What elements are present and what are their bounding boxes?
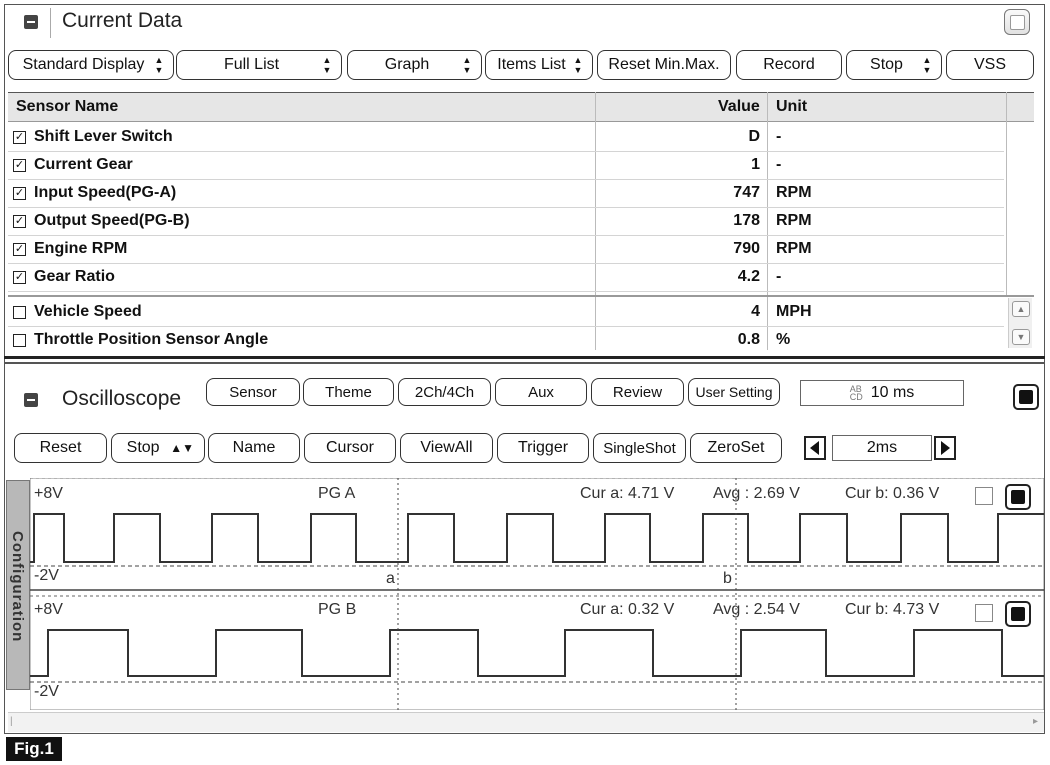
record-button-label: Record bbox=[763, 56, 815, 73]
sensor-unit: % bbox=[776, 331, 791, 348]
sensor-value: 4.2 bbox=[737, 268, 760, 285]
pg-b-name: PG B bbox=[318, 601, 357, 618]
review-button[interactable]: Review bbox=[591, 378, 684, 406]
oscilloscope-display[interactable] bbox=[30, 478, 1044, 710]
scope-stop-select[interactable] bbox=[111, 433, 205, 463]
pg-a-name: PG A bbox=[318, 485, 356, 502]
name-button[interactable]: Name bbox=[208, 433, 300, 463]
reset-min-max-button-label: Reset Min.Max. bbox=[608, 56, 720, 73]
checked-checkbox[interactable]: ✓ bbox=[14, 271, 25, 283]
panel-divider bbox=[4, 356, 1045, 359]
scroll-up-icon[interactable]: ▲ bbox=[1012, 301, 1030, 317]
time-div-value: 10 ms bbox=[870, 384, 915, 401]
spin-arrow-icon: ▲▼ bbox=[573, 55, 583, 75]
stop-select-label: Stop bbox=[870, 56, 903, 73]
vss-button-label: VSS bbox=[973, 56, 1006, 73]
title-separator bbox=[50, 8, 51, 38]
sensor-unit: RPM bbox=[776, 240, 812, 257]
collapse-oscilloscope-icon[interactable] bbox=[24, 393, 38, 407]
channels-button[interactable]: 2Ch/4Ch bbox=[398, 378, 491, 406]
step-value: 2ms bbox=[866, 439, 898, 456]
sensor-value: 4 bbox=[751, 303, 760, 320]
pg-b-checkbox[interactable] bbox=[975, 604, 993, 622]
pg-b-average-value: Avg : 2.54 V bbox=[713, 601, 800, 618]
horizontal-scrollbar[interactable] bbox=[8, 712, 1044, 732]
sensor-value: 0.8 bbox=[737, 331, 760, 348]
cursor-button[interactable]: Cursor bbox=[304, 433, 396, 463]
time-div-display[interactable] bbox=[800, 380, 964, 406]
figure-label: Fig.1 bbox=[6, 737, 62, 761]
unchecked-checkbox[interactable] bbox=[13, 334, 26, 347]
table-row[interactable] bbox=[8, 180, 1004, 208]
table-row[interactable] bbox=[8, 124, 1004, 152]
stop-select[interactable] bbox=[846, 50, 942, 80]
oscilloscope-title: Oscilloscope bbox=[62, 387, 182, 410]
sensor-value: 178 bbox=[733, 212, 760, 229]
pg-a-checkbox[interactable] bbox=[975, 487, 993, 505]
table-split-divider bbox=[8, 295, 1034, 297]
table-scrollbar[interactable] bbox=[1008, 298, 1032, 348]
pg-b-min-label: -2V bbox=[34, 683, 59, 700]
singleshot-button[interactable]: SingleShot bbox=[593, 433, 686, 463]
sensor-value: D bbox=[748, 128, 760, 145]
sensor-name: Shift Lever Switch bbox=[34, 128, 173, 145]
reset-button[interactable]: Reset bbox=[14, 433, 107, 463]
column-sensor-name: Sensor Name bbox=[16, 98, 119, 115]
pg-a-average-value: Avg : 2.69 V bbox=[713, 485, 800, 502]
sensor-name: Output Speed(PG-B) bbox=[34, 212, 190, 229]
step-right-icon[interactable] bbox=[934, 436, 956, 460]
theme-button[interactable]: Theme bbox=[303, 378, 394, 406]
sensor-unit: - bbox=[776, 268, 782, 285]
scope-record-button[interactable] bbox=[1013, 384, 1039, 410]
column-value: Value bbox=[718, 98, 760, 115]
checked-checkbox[interactable]: ✓ bbox=[14, 187, 25, 199]
vss-button[interactable] bbox=[946, 50, 1034, 80]
pg-a-min-label: -2V bbox=[34, 567, 59, 584]
full-list-select[interactable] bbox=[176, 50, 342, 80]
graph-select[interactable] bbox=[347, 50, 482, 80]
pg-a-channel-button[interactable] bbox=[1005, 484, 1031, 510]
pg-b-cursor-b-value: Cur b: 4.73 V bbox=[845, 601, 940, 618]
pg-b-channel-button[interactable] bbox=[1005, 601, 1031, 627]
configuration-tab-label: Configuration bbox=[9, 531, 26, 643]
sensor-name: Current Gear bbox=[34, 156, 133, 173]
unchecked-checkbox[interactable] bbox=[13, 306, 26, 319]
cursor-a-label: a bbox=[386, 570, 395, 587]
scroll-right-icon[interactable]: ▸ bbox=[1032, 716, 1038, 727]
items-list-select-label: Items List bbox=[497, 56, 566, 73]
standard-display-select-label: Standard Display bbox=[22, 56, 145, 73]
collapse-current-data-icon[interactable] bbox=[24, 15, 38, 29]
table-row[interactable] bbox=[8, 327, 1004, 349]
spin-arrow-icon: ▲▼ bbox=[322, 55, 332, 75]
configuration-tab[interactable] bbox=[6, 480, 30, 690]
column-divider bbox=[1006, 92, 1007, 296]
sensor-name: Vehicle Speed bbox=[34, 303, 142, 320]
full-list-select-label: Full List bbox=[223, 56, 280, 73]
step-left-icon[interactable] bbox=[804, 436, 826, 460]
sensor-unit: RPM bbox=[776, 212, 812, 229]
sensor-name: Gear Ratio bbox=[34, 268, 115, 285]
current-data-title: Current Data bbox=[62, 9, 183, 32]
viewall-button[interactable]: ViewAll bbox=[400, 433, 493, 463]
sensor-button[interactable]: Sensor bbox=[206, 378, 300, 406]
table-row[interactable] bbox=[8, 236, 1004, 264]
checked-checkbox[interactable]: ✓ bbox=[14, 243, 25, 255]
table-row[interactable] bbox=[8, 299, 1004, 327]
window-toggle-button[interactable] bbox=[1004, 9, 1030, 35]
scroll-down-icon[interactable]: ▼ bbox=[1012, 329, 1030, 345]
sensor-unit: RPM bbox=[776, 184, 812, 201]
pg-a-cursor-b-value: Cur b: 0.36 V bbox=[845, 485, 940, 502]
pg-b-max-label: +8V bbox=[34, 601, 63, 618]
step-display bbox=[832, 435, 932, 461]
scope-stop-label: Stop bbox=[126, 439, 160, 456]
sensor-value: 747 bbox=[733, 184, 760, 201]
sensor-name: Input Speed(PG-A) bbox=[34, 184, 177, 201]
panel-divider bbox=[4, 362, 1045, 364]
sensor-unit: - bbox=[776, 156, 782, 173]
sensor-name: Throttle Position Sensor Angle bbox=[34, 331, 269, 348]
trigger-button[interactable]: Trigger bbox=[497, 433, 589, 463]
items-list-select[interactable] bbox=[485, 50, 593, 80]
checked-checkbox[interactable]: ✓ bbox=[14, 131, 25, 143]
sensor-value: 790 bbox=[733, 240, 760, 257]
checked-checkbox[interactable]: ✓ bbox=[14, 215, 25, 227]
sensor-unit: - bbox=[776, 128, 782, 145]
standard-display-select[interactable] bbox=[8, 50, 174, 80]
spin-arrow-icon: ▲▼ bbox=[154, 55, 164, 75]
table-row[interactable] bbox=[8, 208, 1004, 236]
reset-min-max-button[interactable] bbox=[597, 50, 731, 80]
sensor-value: 1 bbox=[751, 156, 760, 173]
pg-b-cursor-a-value: Cur a: 0.32 V bbox=[580, 601, 675, 618]
pg-a-cursor-a-value: Cur a: 4.71 V bbox=[580, 485, 675, 502]
zeroset-button[interactable]: ZeroSet bbox=[690, 433, 782, 463]
column-unit: Unit bbox=[776, 98, 808, 115]
pg-a-max-label: +8V bbox=[34, 485, 63, 502]
time-div-icon: AB CD bbox=[849, 384, 863, 402]
scroll-left-icon[interactable]: | bbox=[10, 716, 13, 727]
sensor-name: Engine RPM bbox=[34, 240, 128, 257]
table-row[interactable] bbox=[8, 264, 1004, 292]
cursor-b-label: b bbox=[723, 570, 732, 587]
table-row[interactable] bbox=[8, 152, 1004, 180]
spin-arrow-icon: ▲▼ bbox=[462, 55, 472, 75]
spin-arrow-icon: ▲▼ bbox=[170, 441, 194, 455]
spin-arrow-icon: ▲▼ bbox=[922, 55, 932, 75]
aux-button[interactable]: Aux bbox=[495, 378, 587, 406]
checked-checkbox[interactable]: ✓ bbox=[14, 159, 25, 171]
table-header bbox=[8, 92, 1034, 122]
graph-select-label: Graph bbox=[384, 56, 430, 73]
user-setting-button[interactable]: User Setting bbox=[688, 378, 780, 406]
record-button[interactable] bbox=[736, 50, 842, 80]
sensor-unit: MPH bbox=[776, 303, 812, 320]
